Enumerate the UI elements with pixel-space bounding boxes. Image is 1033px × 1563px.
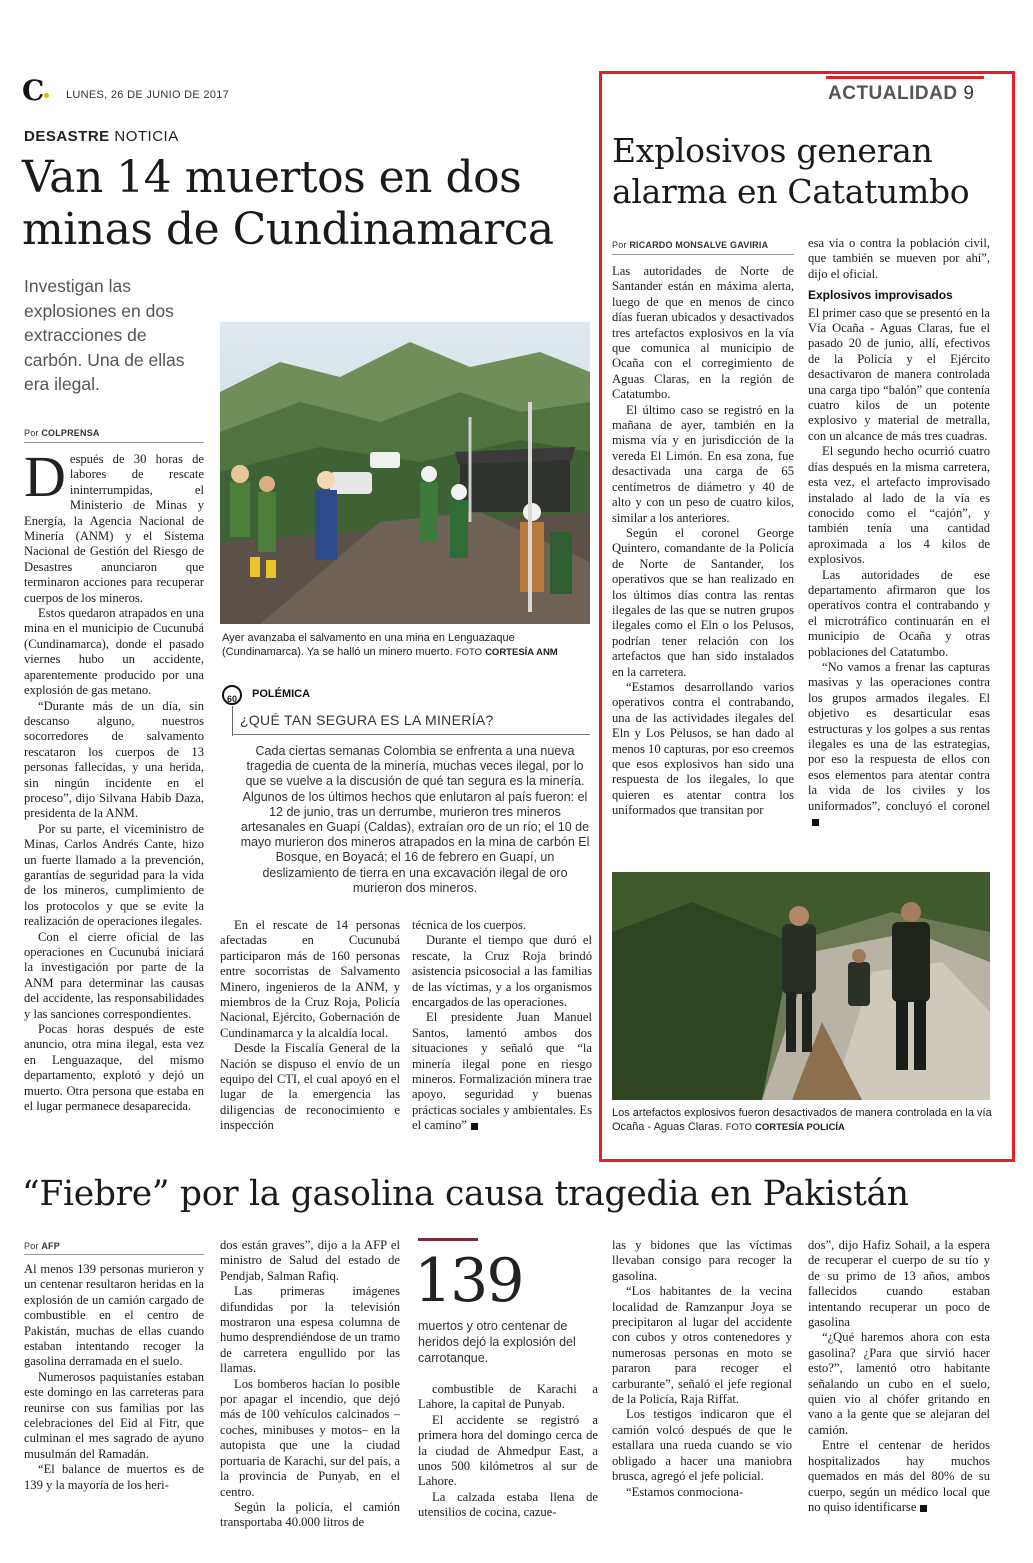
logo-dot <box>44 93 49 98</box>
caption-text: Ayer avanzaba el salvamento en una mina en Lenguazaque (Cundinamarca). Ya se halló un minero muerto. <box>222 632 515 658</box>
article3-col2 <box>220 1238 400 1556</box>
article1-para: Estos quedaron atrapados en una mina en el municipio de Cucunubá (Cundinamarca), donde el pasado viernes hubo un accidente, aparentemente producido por una explosión de gas metano. <box>24 606 204 698</box>
mine-rescue-illustration <box>220 322 590 624</box>
article2-para: El último caso se registró en la mañana de ayer, también en la misma vía y en jurisdicción de la vereda El Limón. En esa zona, fue desactivada una carga de 65 centímetros de diámetro y 40 de alto y con un peso de cuatro kilos, similar a los anteriores. <box>612 402 794 525</box>
masthead-logo <box>22 76 50 108</box>
kicker-bold: DESASTRE <box>24 128 110 145</box>
byline-prefix: Por <box>24 1241 39 1251</box>
stat-number: 139 <box>414 1246 523 1316</box>
polemica-label: POLÉMICA <box>252 688 311 700</box>
byline-name: AFP <box>41 1241 60 1251</box>
article1-col3 <box>412 918 592 1138</box>
article3-para: Las primeras imágenes difundidas por la televisión mostraron una espesa columna de humo desprendiéndose de un tramo de carretera engullido por las llamas. <box>220 1284 400 1376</box>
article1-lead: espués de 30 horas de labores de rescate ininterrumpidas, el Ministerio de Minas y Energía, la Agencia Nacional de Minería (ANM) y el Sistema Nacional de Gestión del Riesgo de Desastres anunciaron que terminaron acciones para recuperar cuerpos de los mineros. <box>24 452 204 605</box>
police-photo-caption <box>612 1106 992 1135</box>
article3-byline <box>24 1241 60 1251</box>
article3-para: dos están graves”, dijo a la AFP el ministro de Salud del estado de Pendjab, Salman Rafiq. <box>220 1238 400 1283</box>
police-illustration <box>612 872 990 1100</box>
article3-para: las y bidones que las víctimas llevaban consigo para recoger la gasolina. <box>612 1238 792 1283</box>
article2-byline <box>612 240 768 250</box>
article3-col1 <box>24 1262 204 1556</box>
article1-para: El presidente Juan Manuel Santos, lamentó ambos dos situaciones y señaló que “la minería ilegal pone en riesgo mineros. Formalización minera trae apoyo, seguridad y buenas prácticas sociales y ambientales. Es el camino” <box>412 1010 592 1133</box>
end-mark <box>812 819 819 826</box>
byline-rule <box>612 254 794 255</box>
article1-para: En el rescate de 14 personas afectadas en Cucunubá participaron más de 160 personas entre socorristas de Salvamento Minero, ingenieros de la ANM, y miembros de la Cruz Roja, Policía Nacional, Ejército, Gobernación de Cundinamarca y la alcaldía local. <box>220 918 400 1040</box>
end-mark <box>920 1505 927 1512</box>
article3-para: El accidente se registró a primera hora del domingo cerca de la ciudad de Ahmedpur East, a unos 500 kilómetros al sur de Lahore. <box>418 1412 598 1489</box>
section-marker <box>826 76 984 79</box>
article2-headline: Explosivos generan alarma en Catatumbo <box>612 131 970 211</box>
article2-para: El segundo hecho ocurrió cuatro días después en la misma carretera, esta vez, el artefacto improvisado instalado al lado de la vía es conocido como el “cajón”, y también tenía una cantidad aproximada a los 4 kilos de explosivos. <box>808 444 990 567</box>
byline-prefix: Por <box>24 428 39 438</box>
article2-para: El primer caso que se presentó en la Vía Ocaña - Aguas Claras, fue el pasado 20 de junio, allí, efectivos de la Policía y el Ejército desactivaron de manera controlada una carga tipo “balón” que contenía cuatro kilos de un potente explosivo y material de metralla, con un alcance de más tres cuadras. <box>808 305 990 443</box>
article3-para: Numerosos paquistaníes estaban este domingo en las carreteras para reunirse con sus familias por las celebraciones del Eid al Fitr, que culminan el mes sagrado de ayuno musulmán del Ramadán. <box>24 1369 204 1461</box>
article1-col2 <box>220 918 400 1138</box>
article1-col1 <box>24 452 204 1142</box>
byline-prefix: Por <box>612 240 627 250</box>
article2-para: Las autoridades de Norte de Santander están en máxima alerta, luego de que en menos de cinco días fueran ubicados y desactivados tres artefactos explosivos en la vía que comunica al municipio de Ocaña con el corregimiento de Aguas Claras, en la región de Catatumbo. <box>612 264 794 402</box>
dropcap: D <box>24 452 66 509</box>
article3-col4 <box>612 1238 792 1556</box>
article3-para: “Estamos conmociona- <box>626 1484 744 1499</box>
polemica-text: Cada ciertas semanas Colombia se enfrenta a una nueva tragedia de cuenta de la minería, muchas veces ilegal, por lo que se vuelve a la discusión de qué tan segura es la minería. Algunos de los últimos hechos que enlutaron al país fueron: el 12 de junio, tras un derrumbe, murieron tres mineros artesanales en Guapí (Caldas), extraían oro de un río; el 10 de mayo murieron dos mineros atrapados en la mina de carbón El Bosque, en Boyacá; el 16 de febrero en Guapí, un deslizamiento de tierra en una excavación ilegal de oro murieron dos mineros. <box>240 744 590 895</box>
article3-para: “Los habitantes de la vecina localidad de Ramzanpur Joya se precipitaron al lugar del accidente con cubos y otros contenedores y numerosas personas en moto se pararon para recoger el carburante”, señaló el jefe regional de la Policía, Raja Riffat. <box>612 1284 792 1407</box>
article1-para: Con el cierre oficial de las operaciones en Cucunubá iniciará la investigación por parte de la ANM para determinar las causas del accidente, las responsabilidades y las sanciones correspondientes. <box>24 929 204 1021</box>
kicker-text: NOTICIA <box>114 128 179 145</box>
byline-rule <box>24 442 204 443</box>
article3-para: “¿Qué haremos ahora con esta gasolina? ¿Para que sirvió hacer esto?”, lamentó otro habitante señalando un cubo en el suelo, quien vio al chófer gritando en vano a la gente que se alejaran del camión. <box>808 1330 990 1437</box>
article1-para: “Durante más de un día, sin descanso alguno, nuestros socorredores de salvamento rescataron los cuerpos de 13 personas fallecidas, y una herida, sin ningún incidente en el proceso”, dijo Silvana Habib Daza, presidenta de la ANM. <box>24 698 204 821</box>
article1-para: Pocas horas después de este anuncio, otra mina ilegal, esta vez en Lenguazaque, del mismo departamento, explotó y dejó un muerto. Otra persona que estaba en el lugar permanece desaparecida. <box>24 1022 204 1114</box>
article2-para: esa vía o contra la población civil, que también se mueven por ahí”, dijo el oficial. <box>808 236 990 281</box>
section-name: ACTUALIDAD <box>828 83 958 104</box>
end-mark <box>471 1123 478 1130</box>
article1-para: Durante el tiempo que duró el rescate, la Cruz Roja brindó asistencia psicosocial a las familias de las víctimas, y a los organismos encargados de las operaciones. <box>412 933 592 1010</box>
mine-rescue-photo <box>220 322 590 624</box>
article2-para: Según el coronel George Quintero, comandante de la Policía de Norte de Santander, los operativos que se han realizado en los últimos días contra las rentas ilegales de las que se nutren grupos ilegales como el Eln o los Pelusos, podrían tener relación con los artefactos que han sido instalados en la carretera. <box>612 525 794 679</box>
mine-photo-caption <box>222 631 592 660</box>
page-date: LUNES, 26 DE JUNIO DE 2017 <box>66 89 230 101</box>
article2-col1 <box>612 264 794 854</box>
police-photo <box>612 872 990 1100</box>
article3-para: dos”, dijo Hafiz Sohail, a la espera de recuperar el cuerpo de su tío y de su primo de 13 años, ambos fallecidos cuando estaban intentando recuperar un poco de gasolina <box>808 1238 990 1330</box>
credit-prefix: FOTO <box>455 647 482 658</box>
photo-credit: CORTESÍA ANM <box>485 647 558 658</box>
article1-para: técnica de los cuerpos. <box>412 918 526 932</box>
article2-para: Las autoridades de ese departamento afirmaron que los operativos contra el contrabando y el microtráfico continuarán en el municipio de Ocaña y otras poblaciones del Catatumbo. <box>808 567 990 659</box>
article3-para: Según la policía, el camión transportaba 40.000 litros de <box>220 1499 400 1530</box>
byline-name: COLPRENSA <box>41 428 100 438</box>
article3-para: combustible de Karachi a Lahore, la capital de Punyab. <box>418 1382 598 1412</box>
photo-credit: CORTESÍA POLICÍA <box>755 1122 845 1133</box>
stat-text: muertos y otro centenar de heridos dejó la explosión del carrotanque. <box>418 1319 576 1365</box>
article1-para: Desde la Fiscalía General de la Nación se dispuso el envío de un equipo del CTI, el cual apoyó en el lugar de la emergencia las diligencias de reconocimiento e inspección <box>220 1041 400 1133</box>
polemica-underline <box>232 734 590 735</box>
article1-deck: Investigan las explosiones en dos extracciones de carbón. Una de ellas era ilegal. <box>24 276 185 394</box>
article2-para: “No vamos a frenar las capturas masivas y las operaciones contra los grupos armados ilegales. El objetivo es desarticular esas estructuras y los golpes a sus rentas ilegales es una de las estrategias, por eso la respuesta de ellos con esos elementos para atentar contra la vida de los civiles y los uniformados”, concluyó el coronel <box>808 659 990 813</box>
polemica-icon <box>222 685 242 705</box>
credit-prefix: FOTO <box>725 1122 752 1133</box>
article2-col2 <box>808 236 990 854</box>
article3-headline: “Fiebre” por la gasolina causa tragedia en Pakistán <box>22 1174 909 1214</box>
polemica-rule <box>232 706 233 736</box>
article3-para: “El balance de muertos es de 139 y la mayoría de los heri- <box>24 1462 204 1492</box>
article2-subhead: Explosivos improvisados <box>808 288 953 303</box>
article3-para: Entre el centenar de heridos hospitalizados hay muchos quemados en más del 80% de su cuerpo, según un médico local que no quiso identificarse <box>808 1438 990 1514</box>
article3-para: Al menos 139 personas murieron y un centenar resultaron heridas en la explosión de un camión cargado de combustible en el centro de Pakistán, muchas de ellas cuando estaban intentando recoger la gasolina derramada en el suelo. <box>24 1262 204 1369</box>
polemica-question: ¿QUÉ TAN SEGURA ES LA MINERÍA? <box>240 712 494 728</box>
caption-text: Los artefactos explosivos fueron desactivados de manera controlada en la vía Ocaña - Aguas Claras. <box>612 1107 992 1133</box>
article3-para: Los testigos indicaron que el camión volcó después de que le estallara una rueda cuando se vio obligado a hacer una maniobra brusca, agregó el jefe policial. <box>612 1407 792 1484</box>
article2-para: “Estamos desarrollando varios operativos contra el contrabando, una de las actividades ilegales del Eln y Los Pelusos, se han dado al menos 10 capturas, por eso creemos que esos explosivos han sido una respuesta de los ilegales, lo que quieren es atentar contra los uniformados que transitan por <box>612 679 794 818</box>
article3-para: La calzada estaba llena de utensilios de cocina, cazue- <box>418 1489 598 1520</box>
section-label <box>828 83 974 105</box>
article1-headline: Van 14 muertos en dos minas de Cundinamarca <box>22 152 554 255</box>
stat-rule <box>418 1238 478 1241</box>
article1-byline <box>24 428 100 438</box>
page-number: 9 <box>963 83 975 104</box>
logo-letter: C <box>22 74 45 107</box>
article3-col3 <box>418 1382 598 1556</box>
byline-name: RICARDO MONSALVE GAVIRIA <box>629 240 769 250</box>
byline-rule <box>24 1254 204 1255</box>
article1-kicker <box>24 128 179 145</box>
article1-para: Por su parte, el viceministro de Minas, Carlos Andrés Cante, hizo un fuerte llamado a la prevención, garantías de seguridad para la vida de los mineros, cumplimiento de los protocolos y que se evite la realización de operaciones ilegales. <box>24 821 204 929</box>
polemica-icon-label: 60 <box>226 694 237 704</box>
article3-para: Los bomberos hacían lo posible por apagar el incendio, que dejó más de 100 vehículos calcinados –coches, minibuses y motos– en la autopista que une la ciudad portuaria de Karachi, sur del país, a la provincia de Punyab, en el centro. <box>220 1376 400 1499</box>
article3-col5 <box>808 1238 990 1556</box>
